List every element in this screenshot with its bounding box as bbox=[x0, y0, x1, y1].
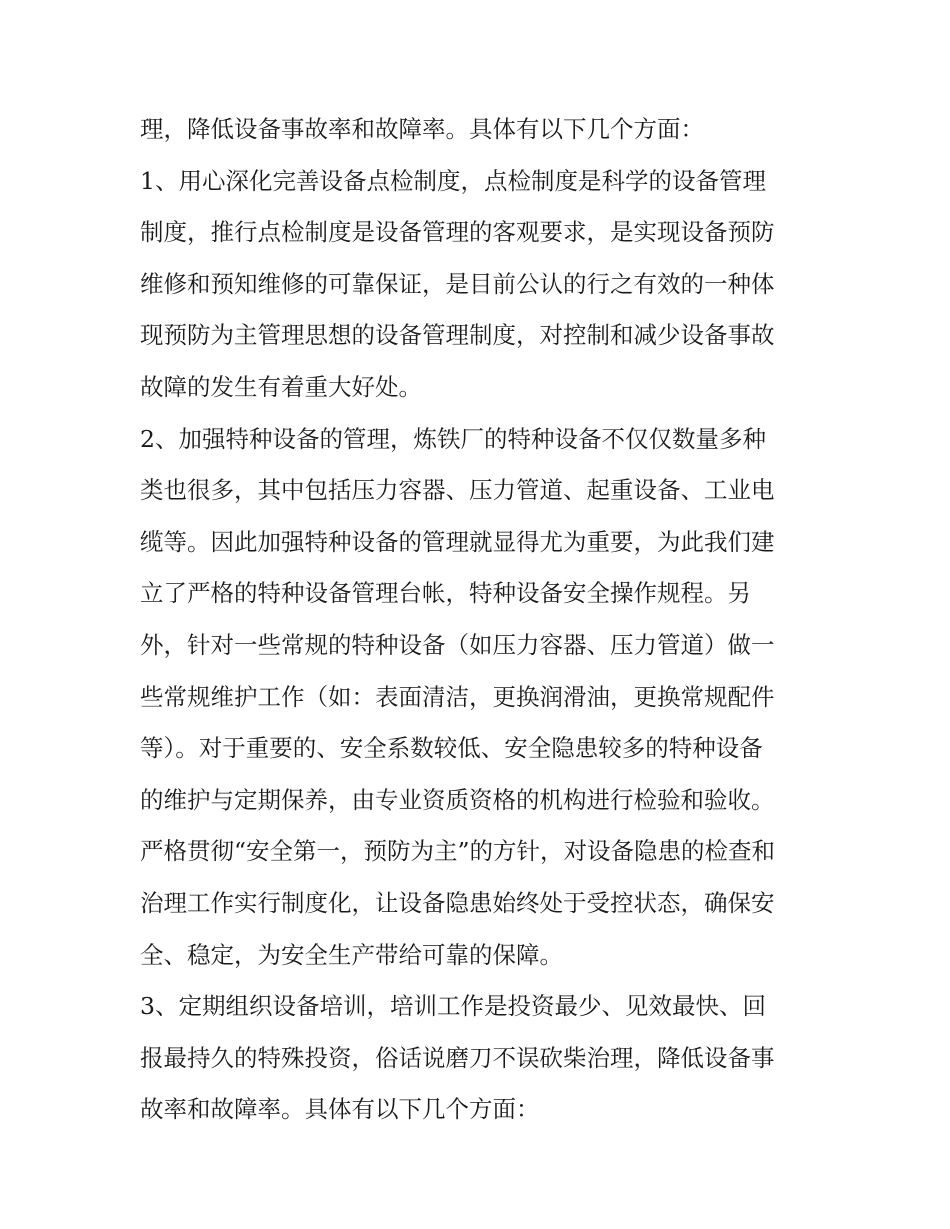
text-line: 治理工作实行制度化，让设备隐患始终处于受控状态，确保安 bbox=[140, 888, 775, 917]
text-line: 全、稳定，为安全生产带给可靠的保障。 bbox=[140, 940, 563, 969]
text-line: 1、用心深化完善设备点检制度，点检制度是科学的设备管理 bbox=[140, 166, 766, 195]
text-line: 制度，推行点检制度是设备管理的客观要求，是实现设备预防 bbox=[140, 218, 775, 247]
text-line: 缆等。因此加强特种设备的管理就显得尤为重要，为此我们建 bbox=[140, 527, 775, 556]
text-line: 报最持久的特殊投资，俗话说磨刀不误砍柴治理，降低设备事 bbox=[140, 1043, 775, 1072]
text-line: 故率和故障率。具体有以下几个方面： bbox=[140, 1095, 540, 1124]
text-line: 外，针对一些常规的特种设备（如压力容器、压力管道）做一 bbox=[140, 630, 775, 659]
text-line: 类也很多，其中包括压力容器、压力管道、起重设备、工业电 bbox=[140, 476, 775, 505]
text-line: 等）。对于重要的、安全系数较低、安全隐患较多的特种设备 bbox=[140, 734, 763, 763]
text-line: 2、加强特种设备的管理，炼铁厂的特种设备不仅仅数量多种 bbox=[140, 424, 766, 453]
text-line: 立了严格的特种设备管理台帐，特种设备安全操作规程。另 bbox=[140, 579, 751, 608]
text-line: 3、定期组织设备培训，培训工作是投资最少、见效最快、回 bbox=[140, 992, 766, 1021]
body-text bbox=[140, 104, 820, 1136]
text-line: 严格贯彻“安全第一，预防为主”的方针，对设备隐患的检查和 bbox=[140, 837, 776, 866]
text-line: 现预防为主管理思想的设备管理制度，对控制和减少设备事故 bbox=[140, 321, 775, 350]
text-line: 故障的发生有着重大好处。 bbox=[140, 372, 422, 401]
text-line: 些常规维护工作（如：表面清洁，更换润滑油，更换常规配件 bbox=[140, 682, 775, 711]
text-line: 理，降低设备事故率和故障率。具体有以下几个方面： bbox=[140, 115, 704, 143]
text-line: 维修和预知维修的可靠保证，是目前公认的行之有效的一种体 bbox=[140, 269, 775, 298]
text-line: 的维护与定期保养，由专业资质资格的机构进行检验和验收。 bbox=[140, 785, 775, 814]
